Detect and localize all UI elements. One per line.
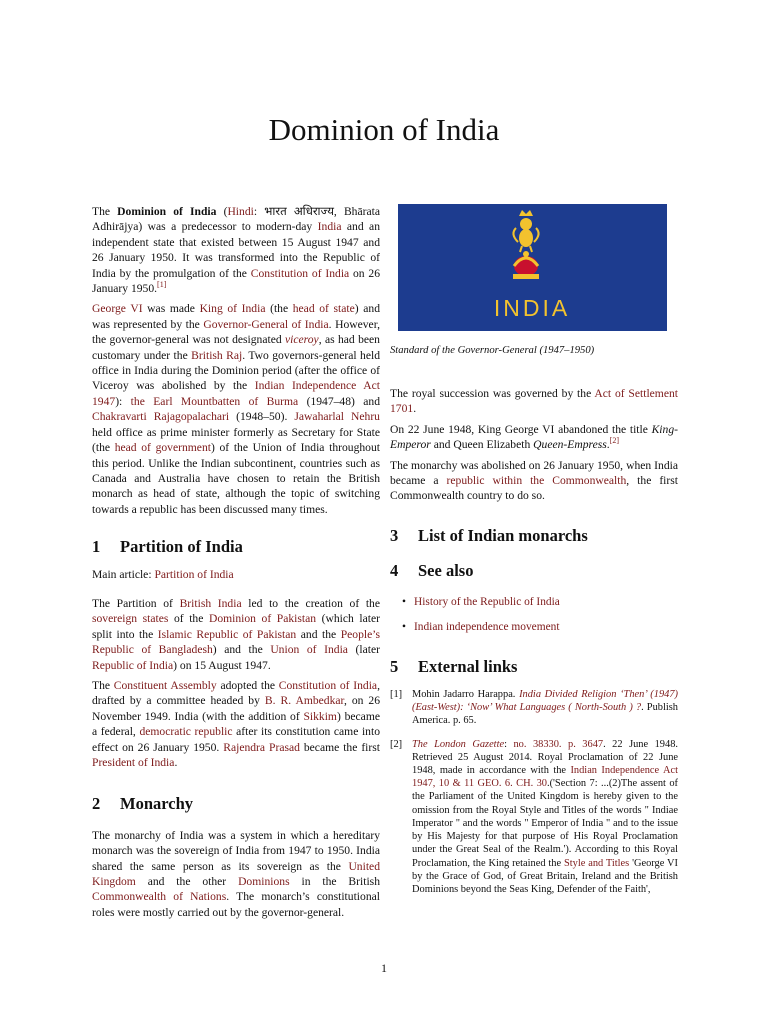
text: ) and the [212,643,271,657]
section-heading-partition [92,537,380,557]
text: The monarchy of India was a system in which a hereditary monarch was the sovereign of India from 1947 to 1950. India shared the same person as its sovereign as the [92,828,380,873]
text: adopted the [216,678,279,692]
right-column [390,386,678,906]
text: (1948–50). [229,410,295,424]
section-number: 4 [390,561,399,581]
text: became the first [299,740,380,754]
text: and Queen Elizabeth [430,438,534,452]
figure-caption: Standard of the Governor-General (1947–1950) [390,345,595,356]
section-number: 3 [390,525,399,545]
monarchy-paragraph-3 [390,422,678,453]
bullet: • [402,620,406,633]
monarchy-paragraph-2 [390,386,678,417]
text: (the [265,302,293,316]
lion-crown-emblem-icon [398,204,667,331]
section-heading-monarchs [390,525,678,545]
link-governor-general[interactable]: Governor-General of India [203,317,329,331]
text: led to the creation of the [241,596,380,610]
link-viceroy[interactable]: viceroy [285,333,319,347]
text: The royal succession was governed by the [390,387,595,400]
link-constituent-assembly[interactable]: Constituent Assembly [113,678,217,692]
section-number: 1 [92,537,101,557]
section-title: Monarchy [120,794,194,814]
text: . [413,402,417,416]
link-head-of-government[interactable]: head of government [114,441,211,455]
section-heading-see-also [390,561,678,581]
list-item [390,620,678,635]
link-india-divided[interactable]: India Divided Religion ‘Then’ (1947) (East-West): ‘Now’ What Languages ( North-South ) ? [412,689,679,714]
intro-paragraph-2 [92,301,380,517]
section-title: List of Indian monarchs [418,525,588,545]
link-democratic-republic[interactable]: democratic republic [139,725,233,739]
text: ) became a federal, [92,709,380,739]
link-united-kingdom[interactable]: United Kingdom [92,859,380,889]
link-commonwealth[interactable]: Commonwealth of Nations [92,890,227,904]
text: Mohin Jadarro Harappa. [412,689,520,701]
reference-number: [2] [390,738,403,750]
link-head-of-state[interactable]: head of state [292,302,355,316]
text: .('Section 7: ...(2)The assent of the Parliament of the United Kingdom is hereby given to the omission from the Royal Style and Titles of the words " Indiae Imperator " and the words " Emperor of India " and to the issue by His Majesty for that purpose of His Royal Proclamation under the Great Seal of the Realm.'). According to this Royal Proclamation, the King retained the [412,778,678,869]
text: . 22 June 1948. Retrieved 25 August 2014. Royal Proclamation of 22 June 1948, made in accordance with the [412,738,678,777]
monarchy-paragraph-4 [390,458,678,504]
text: 'George VI by the Grace of God, of Great Britain, Ireland and the British Dominions beyond the Seas King, Defender of the Faith', [412,857,679,895]
link-rajagopalachari[interactable]: Chakravarti Rajagopalachari [92,410,230,424]
text: (later [347,643,380,657]
text: on 26 January 1950. [92,266,380,296]
link-rajendra-prasad[interactable]: Rajendra Prasad [223,740,300,754]
text: ( [216,205,228,218]
link-sovereign-states[interactable]: sovereign states [92,612,169,626]
text: . Publish America. p. 65. [412,702,678,727]
text: The monarchy was abolished on 26 January 1950, when India became a [390,458,678,488]
monarchy-paragraph-1 [92,828,380,920]
text: of the [168,612,209,626]
flag-text: INDIA [493,295,571,321]
text: . [606,438,610,452]
text: Main article: [92,567,155,581]
link-constitution[interactable]: Constitution of India [250,266,350,280]
section-title: See also [418,561,474,581]
main-article-note [92,567,380,582]
text: and the [296,627,341,641]
text: and an independent state that existed between 15 August 1947 and 26 January 1950. It was transformed into the Republic of India by the promulgation of the [92,220,380,280]
link-london-gazette[interactable]: The London Gazette [412,738,505,750]
link-independence-movement[interactable]: Indian independence movement [414,620,560,633]
text: (1947–48) and [298,394,381,408]
reference-item [390,738,678,896]
text: The [92,205,118,218]
text: ) of the Union of India throughout this period. Unlike the Indian subcontinent, countries such as Canada and Australia have chosen to retain the British monarch as head of state, although the topic of switching towards a republic has been discussed many times. [92,441,381,516]
text: : [504,738,514,750]
text: . [174,756,178,769]
left-column [92,204,380,925]
text: : भारत अधिराज्य, Bhārata Adhirājya) was a predecessor to modern-day [92,205,380,234]
text: after its constitution came into effect on 26 January 1950. [92,725,380,754]
link-gazette-number[interactable]: no. 38330. p. 3647 [513,738,604,750]
text: ) and was represented by the [92,302,380,331]
text: was made [142,302,200,316]
text: The [92,678,114,692]
text: , the first Commonwealth country to do so. [390,474,678,503]
intro-paragraph-1 [92,204,380,296]
partition-paragraph-2 [92,678,380,770]
see-also-list [390,595,678,635]
link-act-of-settlement[interactable]: Act of Settlement 1701 [390,387,678,416]
section-heading-monarchy [92,794,380,814]
text: ) on 15 August 1947. [173,658,271,672]
text: . However, the governor-general was not designated [92,317,380,347]
text: . Two governors-general held office in India during the Dominion period (after the office of Viceroy was abolished by the [92,348,380,393]
link-republic-of-india[interactable]: Republic of India [92,658,174,672]
text: in the British [289,875,380,889]
text: , as had been customary under the [92,333,380,362]
text-king-emperor: King-Emperor [390,422,678,452]
link-hindi[interactable]: Hindi [227,205,254,218]
text: , drafted by a committee headed by [92,678,380,708]
text: . The monarch’s constitutional roles were mostly carried out by the governor-general. [92,890,380,919]
link-nehru[interactable]: Jawaharlal Nehru [294,410,380,424]
text-queen-empress: Queen-Empress [533,438,607,452]
section-title: External links [418,656,518,676]
link-sikkim[interactable]: Sikkim [303,709,337,723]
text: On 22 June 1948, King George VI abandoned the title [390,422,652,436]
link-islamic-republic[interactable]: Islamic Republic of Pakistan [157,627,297,641]
link-union-of-india[interactable]: Union of India [270,643,348,657]
link-constitution-of-india[interactable]: Constitution of India [278,678,378,692]
link-main-article[interactable]: Partition of India [154,567,234,581]
link-george-vi[interactable]: George VI [92,302,143,316]
page-title: Dominion of India [268,112,500,147]
link-british-raj[interactable]: British Raj [191,348,243,362]
text: and the other [135,875,239,889]
link-india[interactable]: India [317,220,342,234]
link-dominions[interactable]: Dominions [238,875,290,889]
link-history-republic[interactable]: History of the Republic of India [414,595,560,608]
link-president-of-india[interactable]: President of India [92,756,175,769]
section-title: Partition of India [120,537,243,557]
page-number: 1 [381,961,387,975]
link-king-of-india[interactable]: King of India [199,302,266,316]
link-bangladesh[interactable]: People’s Republic of Bangladesh [92,627,380,657]
section-number: 5 [390,656,399,676]
link-mountbatten[interactable]: the Earl Mountbatten of Burma [130,394,299,408]
link-independence-act-ch30[interactable]: Indian Independence Act 1947, 10 & 11 GEO. 6. CH. 30 [412,765,678,790]
text: , on 26 November 1949. India (with the addition of [92,694,380,723]
partition-paragraph-1 [92,596,380,673]
link-british-india[interactable]: British India [179,596,242,610]
text: ): [115,394,131,408]
ref-link-2[interactable]: [2] [609,436,620,446]
reference-item [390,688,678,728]
link-ambedkar[interactable]: B. R. Ambedkar [264,694,344,708]
link-style-and-titles[interactable]: Style and Titles [564,857,630,869]
reference-number: [1] [390,689,403,701]
references-list [390,688,678,896]
text: (which later split into the [92,612,380,641]
section-number: 2 [92,794,101,814]
link-independence-act[interactable]: Indian Independence Act 1947 [92,379,380,408]
list-item [390,595,678,610]
ref-link-1[interactable]: [1] [157,280,167,290]
text: The Partition of [92,596,180,610]
governor-general-standard-image [398,204,667,331]
link-dominion-of-pakistan[interactable]: Dominion of Pakistan [208,612,317,626]
text: held office as prime minister formerly as Secretary for State (the [92,425,380,455]
link-republic-within-commonwealth[interactable]: republic within the Commonwealth [446,474,627,488]
bold-term: Dominion of India [117,205,217,218]
section-heading-external-links [390,656,678,676]
bullet: • [402,595,406,608]
